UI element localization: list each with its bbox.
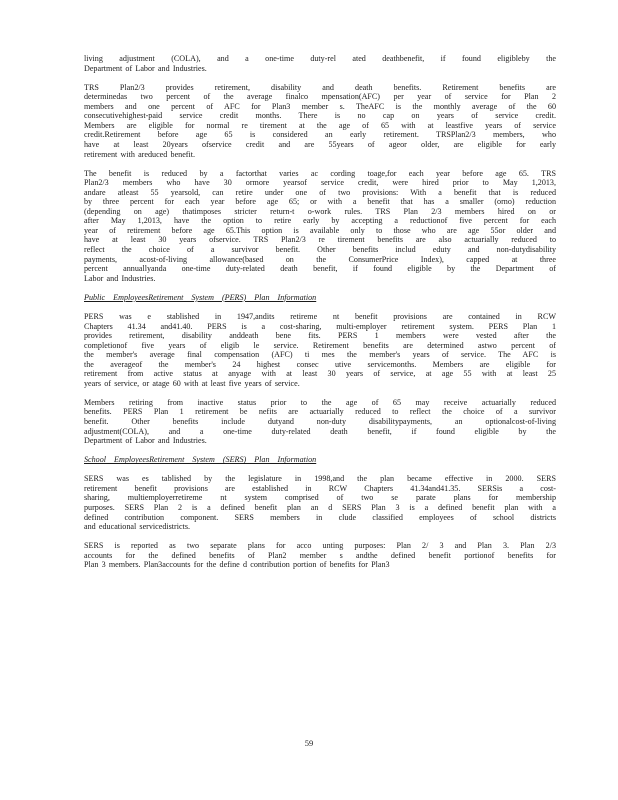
- text-line: year of retirement before age 65.This option is available only to those who are age 55or older and: [84, 225, 556, 235]
- text-line: SERS was es tablished by the legislature in 1998,and the plan became effective in 2000. SERS: [84, 474, 556, 484]
- text-line: adjustment(COLA), and a one-time duty-related death benefit, if found eligible by the: [84, 426, 556, 436]
- section-heading: Public EmployeesRetirement System (PERS) Plan Information: [84, 292, 317, 302]
- paragraph: [84, 541, 556, 570]
- page-number: 59: [304, 738, 314, 748]
- text-line: payments, acost-of-living allowance(based on the ConsumerPrice Index), capped at three: [84, 254, 556, 264]
- text-line: purposes. SERS Plan 2 is a defined benefit plan an d SERS Plan 3 is a defined benefit plan with a: [84, 503, 556, 513]
- document-body: [84, 54, 556, 580]
- text-line: years of service, or atage 60 with at least five years of service.: [84, 378, 300, 388]
- text-line: Department of Labor and Industries.: [84, 436, 207, 446]
- text-line: retirement benefit provisions are established in RCW Chapters 41.34and41.35. SERSis a cost-: [84, 483, 556, 493]
- text-line: benefit. Other benefits include dutyand non-duty disabilitypayments, an optionalcost-of-living: [84, 417, 556, 427]
- text-line: the member's average final compensation (AFC) ti mes the member's years of service. The AFC is: [84, 350, 556, 360]
- text-line: defined contribution component. SERS members in clude classified employees of school districts: [84, 512, 556, 522]
- paragraph: [84, 83, 556, 159]
- paragraph: [84, 54, 556, 73]
- text-line: percent annuallyanda one-time duty-related death benefit, if found eligible by the Department of: [84, 264, 556, 274]
- paragraph: [84, 474, 556, 531]
- text-line: Plan2/3 members who have 30 ormore yearsof service credit, were hired prior to May 1,2013,: [84, 178, 556, 188]
- text-line: completionof five years of eligib le service. Retirement benefits are determined astwo percent of: [84, 340, 556, 350]
- text-line: members and one percent of AFC for Plan3 member s. TheAFC is the monthly average of the 60: [84, 101, 556, 111]
- text-line: Labor and Industries.: [84, 273, 156, 283]
- text-line: Members retiring from inactive status prior to the age of 65 may receive actuarially reduced: [84, 397, 556, 407]
- text-line: Department of Labor and Industries.: [84, 63, 207, 73]
- text-line: and educational servicedistricts.: [84, 522, 191, 532]
- text-line: retirement with areduced benefit.: [84, 149, 196, 159]
- text-line: have at least 30 years ofservice. TRS Plan2/3 re tirement benefits are also actuarially reduced to: [84, 235, 556, 245]
- text-line: (depending on age) thatimposes stricter return-t o-work rules. TRS Plan 2/3 members hired on or: [84, 206, 556, 216]
- section-heading: School EmployeesRetirement System (SERS) Plan Information: [84, 455, 317, 465]
- text-line: TRS Plan2/3 provides retirement, disability and death benefits. Retirement benefits are: [84, 82, 556, 92]
- text-line: andare atleast 55 yearsold, can retire under one of two provisions: With a benefit that is reduced: [84, 187, 556, 197]
- text-line: credit.Retirement before age 65 is considered an early retirement. TRSPlan2/3 members, who: [84, 130, 556, 140]
- text-line: retirement from active status at anyage with at least 30 years of service, at age 55 with at least 25: [84, 369, 556, 379]
- paragraph: [84, 398, 556, 446]
- text-line: Chapters 41.34 and41.40. PERS is a cost-sharing, multi-employer retirement system. PERS Plan 1: [84, 321, 556, 331]
- text-line: consecutivehighest-paid service credit months. There is no cap on years of service credit.: [84, 111, 556, 121]
- text-line: determinedas two percent of the average finalco mpensation(AFC) per year of service for Plan 2: [84, 92, 556, 102]
- text-line: PERS was e stablished in 1947,andits retireme nt benefit provisions are contained in RCW: [84, 311, 556, 321]
- paragraph: [84, 312, 556, 388]
- text-line: accounts for the defined benefits of Plan2 member s andthe defined benefit portionof benefits for: [84, 550, 556, 560]
- text-line: Plan 3 members. Plan3accounts for the define d contribution portion of benefits for Plan3: [84, 560, 390, 570]
- text-line: the averageof the member's 24 highest consec utive servicemonths. Members are eligible for: [84, 359, 556, 369]
- paragraph: [84, 169, 556, 284]
- text-line: Members are eligible for normal re tirement at the age of 65 with at leastfive years of service: [84, 120, 556, 130]
- text-line: sharing, multiemployerretireme nt system comprised of two se parate plans for membership: [84, 493, 556, 503]
- text-line: provides retirement, disability anddeath bene fits. PERS 1 members were vested after the: [84, 331, 556, 341]
- text-line: have at least 20years ofservice credit and are 55years of ageor older, are eligible for early: [84, 139, 556, 149]
- text-line: by three percent for each year before age 65; or with a benefit that has a smaller (orno) reduction: [84, 197, 556, 207]
- text-line: living adjustment (COLA), and a one-time duty-rel ated deathbenefit, if found eligibleby the: [84, 54, 556, 63]
- text-line: reflect the choice of a survivor benefit. Other benefits includ eduty and non-dutydisability: [84, 245, 556, 255]
- text-line: after May 1,2013, have the option to retire early by accepting a reductionof five percent for each: [84, 216, 556, 226]
- text-line: benefits. PERS Plan 1 retirement be nefits are actuarially reduced to reflect the choice of a survivor: [84, 407, 556, 417]
- text-line: SERS is reported as two separate plans for acco unting purposes: Plan 2/ 3 and Plan 3. Plan 2/3: [84, 541, 556, 551]
- text-line: The benefit is reduced by a factorthat varies ac cording toage,for each year before age 65. TRS: [84, 168, 556, 178]
